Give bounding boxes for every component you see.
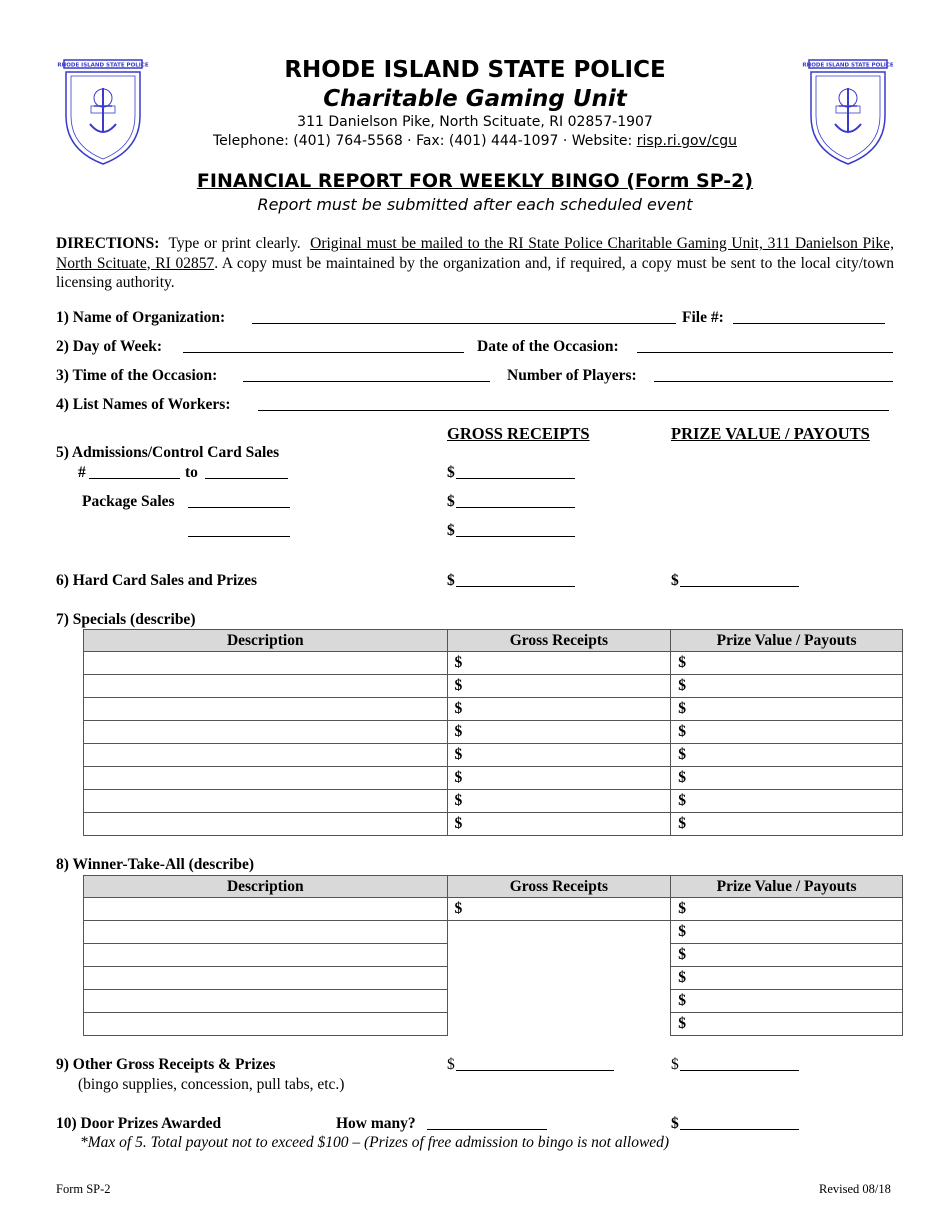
prize-cell[interactable]: $ bbox=[671, 744, 903, 767]
prize-cell[interactable]: $ bbox=[671, 990, 903, 1013]
agency-address: 311 Danielson Pike, North Scituate, RI 02857-1907 bbox=[297, 114, 653, 130]
prize-cell[interactable]: $ bbox=[671, 698, 903, 721]
control-card-to: to bbox=[185, 464, 198, 481]
dollar-sign: $ bbox=[671, 572, 679, 589]
hard-card-prize-field[interactable] bbox=[680, 572, 799, 587]
occasion-time-field[interactable] bbox=[243, 367, 490, 382]
table-row bbox=[84, 675, 903, 698]
dollar-sign: $ bbox=[671, 1056, 679, 1073]
dollar-sign: $ bbox=[447, 522, 455, 539]
gross-cell[interactable]: $ bbox=[447, 652, 671, 675]
q2-date-label: Date of the Occasion: bbox=[477, 338, 619, 355]
prize-cell[interactable]: $ bbox=[671, 767, 903, 790]
table-header-row bbox=[84, 630, 903, 652]
day-of-week-field[interactable] bbox=[183, 338, 464, 353]
other-sales-field[interactable] bbox=[188, 522, 290, 537]
number-of-players-field[interactable] bbox=[654, 367, 893, 382]
prize-cell[interactable]: $ bbox=[671, 967, 903, 990]
table-row bbox=[84, 813, 903, 836]
gross-cell[interactable]: $ bbox=[447, 698, 671, 721]
gross-cell[interactable]: $ bbox=[447, 744, 671, 767]
description-cell[interactable] bbox=[84, 721, 448, 744]
gross-cell[interactable]: $ bbox=[447, 675, 671, 698]
dollar-sign: $ bbox=[447, 493, 455, 510]
directions-text1: Type or print clearly. bbox=[168, 235, 301, 252]
website-link[interactable]: risp.ri.gov/cgu bbox=[636, 133, 738, 149]
prize-cell[interactable]: $ bbox=[671, 921, 903, 944]
q3-players-label: Number of Players: bbox=[507, 367, 637, 384]
section8-label: 8) Winner-Take-All (describe) bbox=[56, 856, 255, 873]
description-cell[interactable] bbox=[84, 790, 448, 813]
directions bbox=[56, 234, 894, 293]
specials-table bbox=[83, 629, 903, 836]
table-row bbox=[84, 921, 903, 944]
gross-cell[interactable]: $ bbox=[447, 898, 671, 921]
file-number-field[interactable] bbox=[733, 309, 885, 324]
table-row bbox=[84, 698, 903, 721]
report-subtitle: Report must be submitted after each scheduled event bbox=[257, 195, 693, 214]
table-row bbox=[84, 721, 903, 744]
prize-cell[interactable]: $ bbox=[671, 1013, 903, 1036]
door-prizes-amount-field[interactable] bbox=[680, 1115, 799, 1130]
description-cell[interactable] bbox=[84, 990, 448, 1013]
description-cell[interactable] bbox=[84, 675, 448, 698]
gross-blank-cell bbox=[447, 921, 671, 1036]
footer-form-id: Form SP-2 bbox=[56, 1182, 111, 1196]
prize-cell[interactable]: $ bbox=[671, 721, 903, 744]
prize-cell[interactable]: $ bbox=[671, 675, 903, 698]
q2-label: 2) Day of Week: bbox=[56, 338, 163, 355]
description-cell[interactable] bbox=[84, 944, 448, 967]
description-cell[interactable] bbox=[84, 767, 448, 790]
table-row bbox=[84, 898, 903, 921]
table-header-row bbox=[84, 876, 903, 898]
control-card-from-field[interactable] bbox=[89, 464, 180, 479]
description-cell[interactable] bbox=[84, 898, 448, 921]
workers-names-field[interactable] bbox=[258, 396, 889, 411]
section7-label: 7) Specials (describe) bbox=[56, 611, 196, 628]
admissions-gross-field[interactable] bbox=[456, 464, 575, 479]
winner-take-all-table bbox=[83, 875, 903, 1036]
report-title: FINANCIAL REPORT FOR WEEKLY BINGO (Form SP-2) bbox=[196, 170, 754, 192]
other-prize-field[interactable] bbox=[680, 1056, 799, 1071]
q4-label: 4) List Names of Workers: bbox=[56, 396, 231, 413]
dollar-sign: $ bbox=[447, 1056, 455, 1073]
q3-label: 3) Time of the Occasion: bbox=[56, 367, 218, 384]
section10-label: 10) Door Prizes Awarded bbox=[56, 1115, 222, 1132]
section10-note: *Max of 5. Total payout not to exceed $100 – (Prizes of free admission to bingo is not allowed) bbox=[80, 1134, 670, 1151]
table-row bbox=[84, 652, 903, 675]
prize-value-header: Prize Value / Payouts bbox=[671, 630, 903, 652]
package-gross-field[interactable] bbox=[456, 493, 575, 508]
table-row bbox=[84, 790, 903, 813]
q1-label: 1) Name of Organization: bbox=[56, 309, 226, 326]
directions-label: DIRECTIONS: bbox=[56, 235, 160, 252]
gross-receipts-header: Gross Receipts bbox=[447, 630, 671, 652]
directions-text2: . A copy must be maintained by the organization and, if required, a copy must be sent to the local city/town licensing authority. bbox=[56, 254, 895, 291]
organization-name-field[interactable] bbox=[252, 309, 676, 324]
description-header: Description bbox=[84, 876, 448, 898]
gross-receipts-heading: GROSS RECEIPTS bbox=[447, 424, 590, 443]
svg-text:RHODE ISLAND STATE POLICE: RHODE ISLAND STATE POLICE bbox=[802, 62, 894, 69]
prize-cell[interactable]: $ bbox=[671, 944, 903, 967]
dollar-sign: $ bbox=[447, 572, 455, 589]
hard-card-gross-field[interactable] bbox=[456, 572, 575, 587]
how-many-label: How many? bbox=[336, 1115, 416, 1132]
section9-label: 9) Other Gross Receipts & Prizes bbox=[56, 1056, 276, 1073]
gross-cell[interactable]: $ bbox=[447, 721, 671, 744]
package-sales-label: Package Sales bbox=[82, 493, 175, 510]
q1-file-label: File #: bbox=[682, 309, 724, 326]
occasion-date-field[interactable] bbox=[637, 338, 893, 353]
control-card-hash: # bbox=[78, 464, 86, 481]
door-prizes-count-field[interactable] bbox=[427, 1115, 547, 1130]
section9-note: (bingo supplies, concession, pull tabs, etc.) bbox=[78, 1076, 345, 1093]
agency-title: RHODE ISLAND STATE POLICE bbox=[284, 57, 666, 83]
table-row bbox=[84, 767, 903, 790]
control-card-to-field[interactable] bbox=[205, 464, 288, 479]
prize-value-heading: PRIZE VALUE / PAYOUTS bbox=[671, 424, 870, 443]
package-sales-field[interactable] bbox=[188, 493, 290, 508]
unit-title: Charitable Gaming Unit bbox=[323, 86, 627, 112]
description-cell[interactable] bbox=[84, 813, 448, 836]
gross-cell[interactable]: $ bbox=[447, 790, 671, 813]
contact-text: Telephone: (401) 764-5568 · Fax: (401) 444-1097 · Website: bbox=[212, 133, 637, 149]
description-cell[interactable] bbox=[84, 652, 448, 675]
prize-cell[interactable]: $ bbox=[671, 813, 903, 836]
prize-cell[interactable]: $ bbox=[671, 652, 903, 675]
footer-revised: Revised 08/18 bbox=[819, 1182, 891, 1196]
dollar-sign: $ bbox=[447, 464, 455, 481]
svg-text:RHODE ISLAND STATE POLICE: RHODE ISLAND STATE POLICE bbox=[57, 62, 149, 69]
gross-receipts-header: Gross Receipts bbox=[447, 876, 671, 898]
other-sales-gross-field[interactable] bbox=[456, 522, 575, 537]
gross-cell[interactable]: $ bbox=[447, 767, 671, 790]
other-gross-field[interactable] bbox=[456, 1056, 614, 1071]
prize-cell[interactable]: $ bbox=[671, 790, 903, 813]
section5-label: 5) Admissions/Control Card Sales bbox=[56, 444, 280, 461]
description-cell[interactable] bbox=[84, 967, 448, 990]
section6-label: 6) Hard Card Sales and Prizes bbox=[56, 572, 258, 589]
description-cell[interactable] bbox=[84, 921, 448, 944]
description-cell[interactable] bbox=[84, 698, 448, 721]
table-row bbox=[84, 744, 903, 767]
prize-cell[interactable]: $ bbox=[671, 898, 903, 921]
description-header: Description bbox=[84, 630, 448, 652]
gross-cell[interactable]: $ bbox=[447, 813, 671, 836]
agency-contact bbox=[0, 133, 950, 149]
prize-value-header: Prize Value / Payouts bbox=[671, 876, 903, 898]
description-cell[interactable] bbox=[84, 1013, 448, 1036]
directions-mailing: Original must be mailed to the RI State Police Charitable Gaming Unit, 311 Danielson Pike, North Scituate, RI 02857 bbox=[56, 235, 894, 272]
dollar-sign: $ bbox=[671, 1115, 679, 1132]
description-cell[interactable] bbox=[84, 744, 448, 767]
